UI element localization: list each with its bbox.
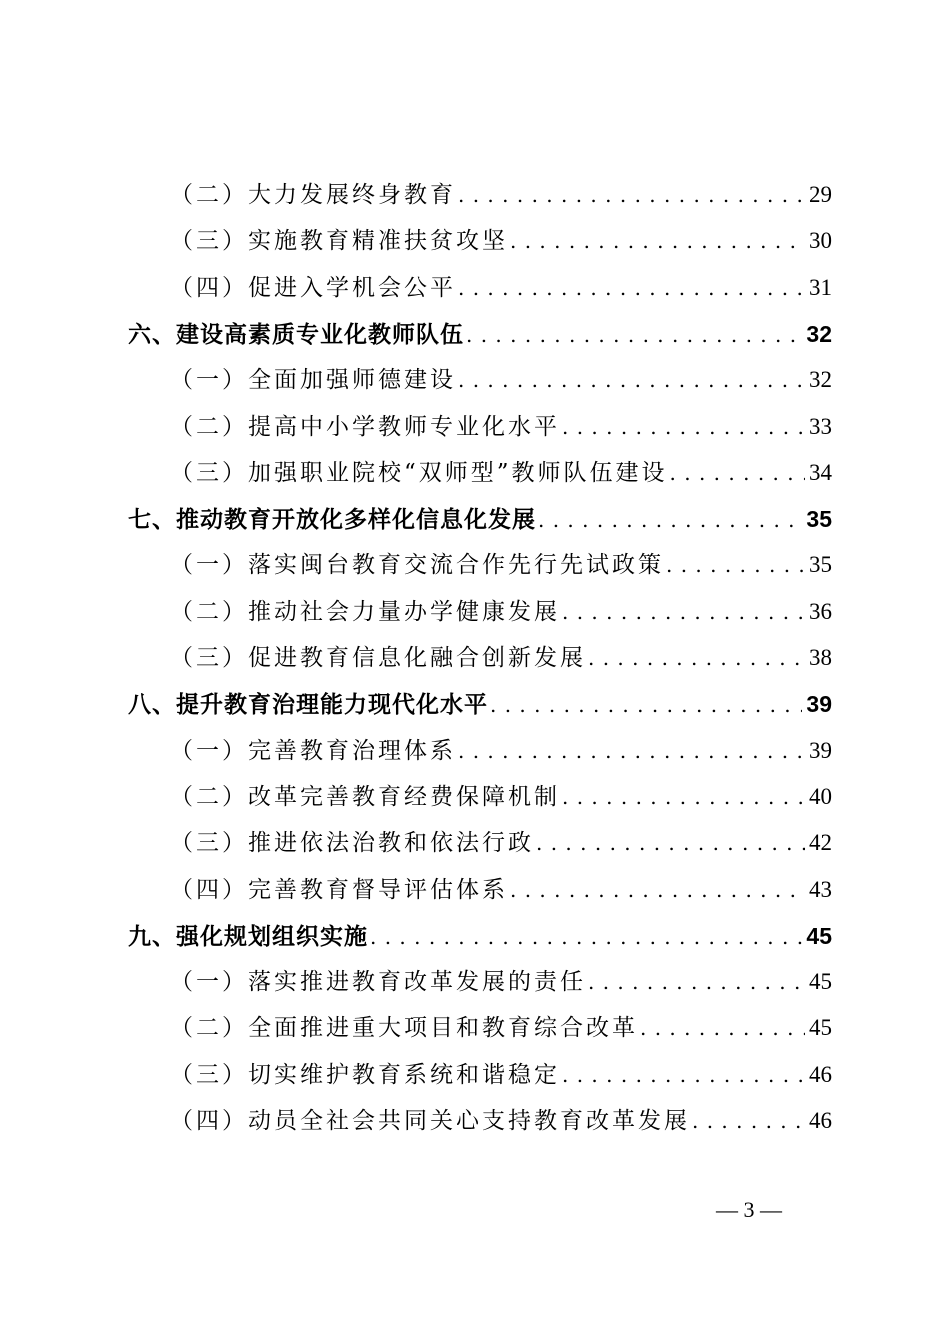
toc-entry-label: （四）完善教育督导评估体系 — [170, 877, 508, 903]
toc-chapter-page: 35 — [806, 506, 832, 532]
dot-leader — [666, 548, 805, 582]
toc-entry-label: （二）全面推进重大项目和教育综合改革 — [170, 1015, 638, 1041]
toc-chapter-page: 32 — [806, 321, 832, 347]
dot-leader — [670, 456, 805, 490]
toc-chapter[interactable] — [128, 687, 832, 721]
toc-entry[interactable] — [170, 641, 832, 675]
dot-leader — [562, 410, 805, 444]
toc-entry-page: 40 — [809, 784, 832, 809]
toc-chapter-page: 45 — [806, 923, 832, 949]
toc-entry-label: （一）落实推进教育改革发展的责任 — [170, 969, 586, 995]
dot-leader — [536, 826, 805, 860]
toc-entry-page: 31 — [809, 275, 832, 300]
toc-entry[interactable] — [170, 456, 832, 490]
toc-chapter[interactable] — [128, 317, 832, 351]
dot-leader — [510, 224, 805, 258]
page-number: — 3 — — [716, 1197, 782, 1222]
toc-entry[interactable] — [170, 734, 832, 768]
dot-leader — [562, 595, 805, 629]
toc-entry-page: 46 — [809, 1108, 832, 1133]
toc-entry-page: 36 — [809, 599, 832, 624]
dot-leader — [538, 503, 802, 537]
toc-entry[interactable] — [170, 873, 832, 907]
toc-entry-label: （三）切实维护教育系统和谐稳定 — [170, 1062, 560, 1088]
toc-entry-page: 42 — [809, 830, 832, 855]
toc-entry-label: （三）推进依法治教和依法行政 — [170, 830, 534, 856]
toc-entry-label: （二）改革完善教育经费保障机制 — [170, 784, 560, 810]
dot-leader — [490, 688, 802, 722]
toc-entry[interactable] — [170, 780, 832, 814]
toc-entry-label: （一）完善教育治理体系 — [170, 738, 456, 764]
toc-entry-label: （三）促进教育信息化融合创新发展 — [170, 645, 586, 671]
dot-leader — [640, 1011, 805, 1045]
toc-entry-label: （二）推动社会力量办学健康发展 — [170, 599, 560, 625]
toc-entry-label: （二）大力发展终身教育 — [170, 182, 456, 208]
toc-entry[interactable] — [170, 363, 832, 397]
toc-entry-page: 33 — [809, 414, 832, 439]
dot-leader — [458, 271, 805, 305]
toc-entry[interactable] — [170, 548, 832, 582]
toc-entry[interactable] — [170, 965, 832, 999]
toc-entry-label: （二）提高中小学教师专业化水平 — [170, 414, 560, 440]
toc-entry-page: 39 — [809, 738, 832, 763]
toc-entry-label: （四）促进入学机会公平 — [170, 275, 456, 301]
toc-chapter-label: 六、建设高素质专业化教师队伍 — [128, 322, 464, 348]
toc-entry-page: 45 — [809, 1015, 832, 1040]
dot-leader — [692, 1104, 805, 1138]
dot-leader — [562, 780, 805, 814]
toc-entry-label: （四）动员全社会共同关心支持教育改革发展 — [170, 1108, 690, 1134]
toc-entry[interactable] — [170, 271, 832, 305]
toc-entry[interactable] — [170, 1058, 832, 1092]
toc-chapter-page: 39 — [806, 691, 832, 717]
toc-chapter[interactable] — [128, 919, 832, 953]
toc-entry[interactable] — [170, 178, 832, 212]
toc-chapter-label: 七、推动教育开放化多样化信息化发展 — [128, 507, 536, 533]
toc-entry-page: 46 — [809, 1062, 832, 1087]
toc-entry-label: （三）加强职业院校“双师型”教师队伍建设 — [170, 460, 668, 486]
toc-chapter-label: 九、强化规划组织实施 — [128, 924, 368, 950]
dot-leader — [562, 1058, 805, 1092]
dot-leader — [466, 318, 802, 352]
toc-chapter-label: 八、提升教育治理能力现代化水平 — [128, 692, 488, 718]
dot-leader — [458, 178, 805, 212]
toc-entry-page: 43 — [809, 877, 832, 902]
toc-entry-label: （三）实施教育精准扶贫攻坚 — [170, 228, 508, 254]
toc-entry[interactable] — [170, 1104, 832, 1138]
toc-entry-page: 32 — [809, 367, 832, 392]
toc-entry-page: 29 — [809, 182, 832, 207]
toc-entry[interactable] — [170, 595, 832, 629]
dot-leader — [588, 641, 805, 675]
toc-chapter[interactable] — [128, 502, 832, 536]
dot-leader — [588, 965, 805, 999]
toc-entry-page: 34 — [809, 460, 832, 485]
toc-entry[interactable] — [170, 224, 832, 258]
dot-leader — [458, 734, 805, 768]
toc-entry-page: 30 — [809, 228, 832, 253]
toc-entry-page: 45 — [809, 969, 832, 994]
toc-entry[interactable] — [170, 826, 832, 860]
toc-entry-label: （一）全面加强师德建设 — [170, 367, 456, 393]
dot-leader — [370, 920, 802, 954]
dot-leader — [458, 363, 805, 397]
toc-entry[interactable] — [170, 1011, 832, 1045]
toc-entry-page: 35 — [809, 552, 832, 577]
toc-entry-page: 38 — [809, 645, 832, 670]
toc-entry-label: （一）落实闽台教育交流合作先行先试政策 — [170, 552, 664, 578]
dot-leader — [510, 873, 805, 907]
toc-entry[interactable] — [170, 410, 832, 444]
